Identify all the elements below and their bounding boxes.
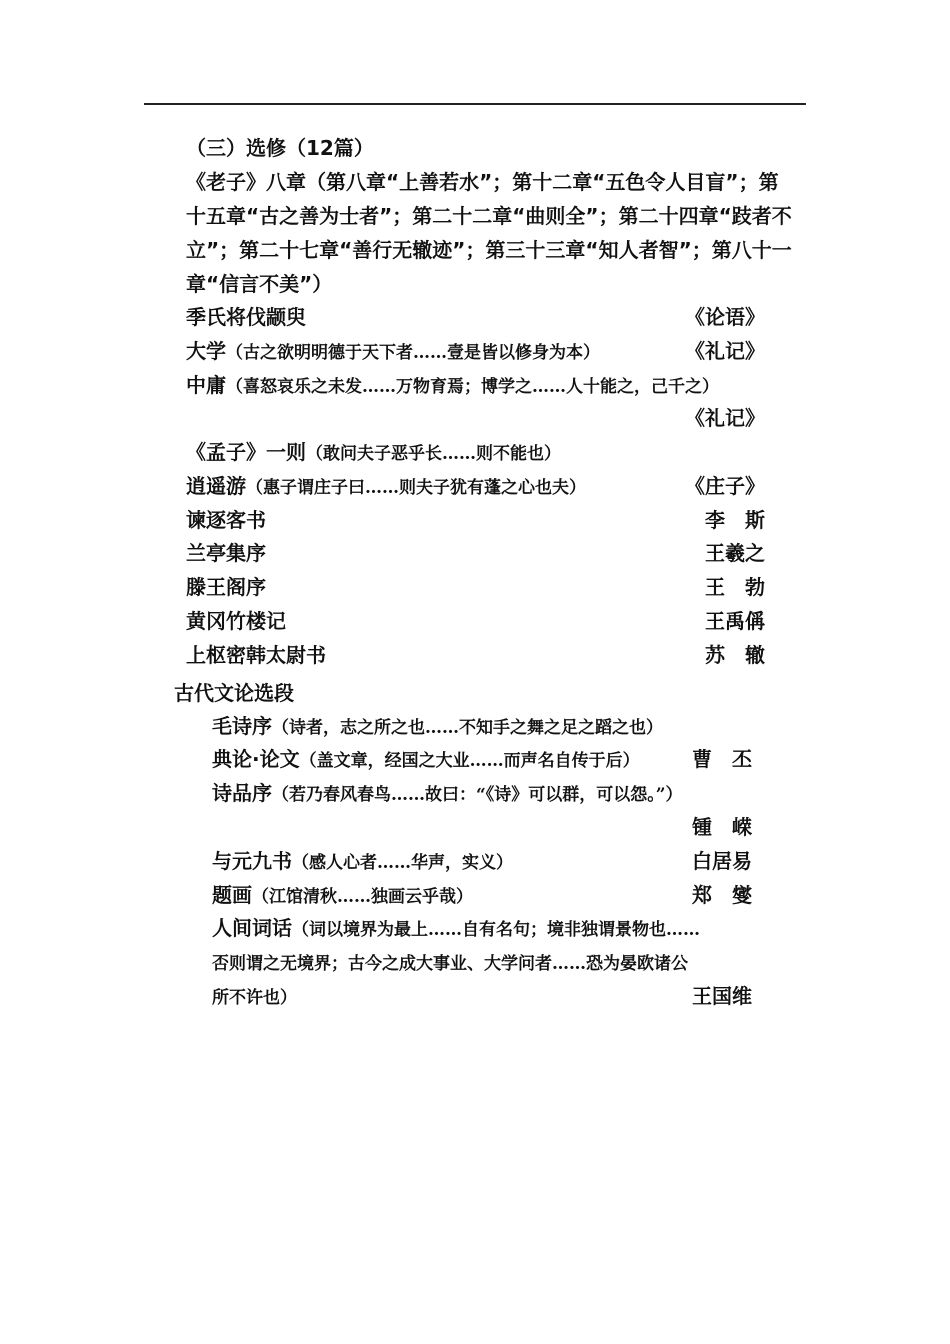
wenlun-title: 人间词话（词以境界为最上……自有名句；境非独谓景物也……: [212, 916, 700, 940]
wenlun-title: 诗品序（若乃春风春鸟……故曰：“《诗》可以群，可以怨。”）: [212, 781, 683, 805]
wenlun-note: （江馆清秋……独画云乎哉）: [252, 887, 473, 907]
wenlun-note: 所不许也）: [212, 988, 297, 1008]
wenlun-heading: 古代文论选段: [174, 681, 294, 705]
header-rule: [144, 103, 806, 105]
entry-source: 苏 辙: [705, 643, 765, 667]
wenlun-author: 郑 燮: [692, 883, 752, 907]
wenlun-note: （词以境界为最上……自有名句；境非独谓景物也……: [292, 920, 700, 940]
laozi-line-4: 章“信言不美”）: [186, 272, 333, 296]
entry-note: （惠子谓庄子曰……则夫子犹有蓬之心也夫）: [246, 478, 586, 498]
entry-source: 《庄子》: [685, 474, 765, 498]
entry-source: 《论语》: [685, 305, 765, 329]
wenlun-note: （诗者，志之所之也……不知手之舞之足之蹈之也）: [272, 718, 663, 738]
entry-note: （敢问夫子恶乎长……则不能也）: [306, 444, 561, 464]
entry-note: （喜怒哀乐之未发……万物育焉；博学之……人十能之，己千之）: [226, 377, 719, 397]
wenlun-author: 曹 丕: [692, 747, 752, 771]
entry-title: 《孟子》一则（敢问夫子恶乎长……则不能也）: [186, 440, 561, 464]
entry-source: 王羲之: [705, 541, 765, 565]
wenlun-note: （盖文章，经国之大业……而声名自传于后）: [299, 751, 640, 771]
entry-title: 中庸（喜怒哀乐之未发……万物育焉；博学之……人十能之，己千之）: [186, 373, 719, 397]
wenlun-title: 题画（江馆清秋……独画云乎哉）: [212, 883, 473, 907]
laozi-line-2: 十五章“古之善为士者”；第二十二章“曲则全”；第二十四章“跂者不: [186, 204, 792, 228]
wenlun-author: 锺 嵘: [692, 815, 752, 839]
section-title: （三）选修（12篇）: [186, 136, 374, 160]
entry-source: 《礼记》: [685, 406, 765, 430]
entry-title: 滕王阁序: [186, 575, 266, 599]
entry-source: 《礼记》: [685, 339, 765, 363]
entry-title: 逍遥游（惠子谓庄子曰……则夫子犹有蓬之心也夫）: [186, 474, 586, 498]
entry-source: 李 斯: [705, 508, 765, 532]
entry-title: 上枢密韩太尉书: [186, 643, 326, 667]
wenlun-title: 典论·论文（盖文章，经国之大业……而声名自传于后）: [212, 747, 640, 771]
wenlun-note-line: [212, 945, 688, 979]
entry-title: 黄冈竹楼记: [186, 609, 286, 633]
wenlun-title: 毛诗序（诗者，志之所之也……不知手之舞之足之蹈之也）: [212, 714, 663, 738]
wenlun-note-line: [212, 979, 297, 1013]
wenlun-note: 否则谓之无境界；古今之成大事业、大学问者……恐为晏欧诸公: [212, 954, 688, 974]
wenlun-author: 王国维: [692, 984, 752, 1008]
wenlun-author: 白居易: [692, 849, 752, 873]
wenlun-note: （若乃春风春鸟……故曰：“《诗》可以群，可以怨。”）: [272, 785, 683, 805]
wenlun-title: 与元九书（感人心者……华声，实义）: [212, 849, 513, 873]
laozi-line-1: 《老子》八章（第八章“上善若水”；第十二章“五色令人目盲”；第: [186, 170, 779, 194]
entry-note: （古之欲明明德于天下者……壹是皆以修身为本）: [226, 343, 600, 363]
laozi-line-3: 立”；第二十七章“善行无辙迹”；第三十三章“知人者智”；第八十一: [186, 238, 792, 262]
wenlun-note: （感人心者……华声，实义）: [292, 853, 513, 873]
entry-source: 王 勃: [705, 575, 765, 599]
entry-title: 谏逐客书: [186, 508, 266, 532]
entry-title: 季氏将伐颛臾: [186, 305, 306, 329]
entry-source: 王禹偁: [705, 609, 765, 633]
entry-title: 兰亭集序: [186, 541, 266, 565]
entry-title: 大学（古之欲明明德于天下者……壹是皆以修身为本）: [186, 339, 600, 363]
